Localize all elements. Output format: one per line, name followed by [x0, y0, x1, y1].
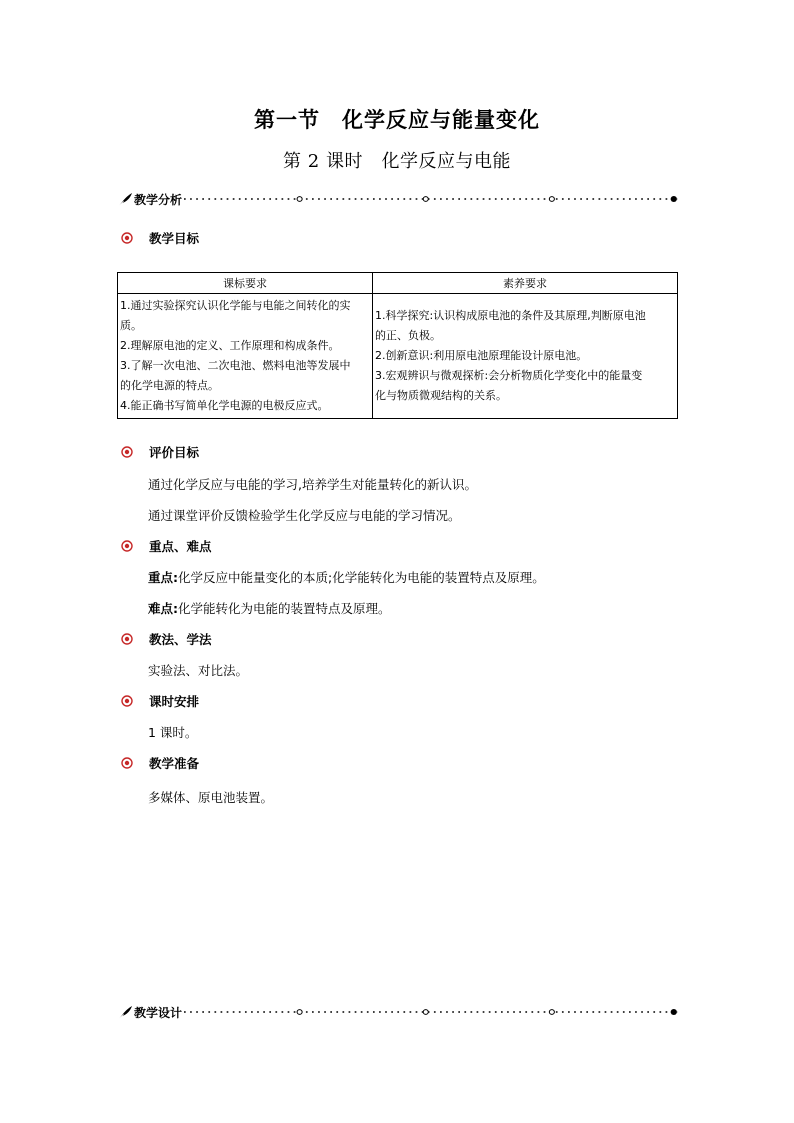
table-header-standard: 课标要求 — [118, 273, 373, 294]
table-header-literacy: 素养要求 — [373, 273, 678, 294]
heading-methods: 教法、学法 — [121, 630, 212, 648]
target-bullet-icon — [121, 446, 133, 458]
target-bullet-icon — [121, 540, 133, 552]
heading-evaluation: 评价目标 — [121, 443, 199, 461]
methods-text: 实验法、对比法。 — [148, 663, 249, 678]
preparation-text: 多媒体、原电池装置。 — [148, 790, 274, 805]
page-title: 第一节 化学反应与能量变化 — [254, 107, 540, 132]
section-divider-analysis — [118, 190, 678, 208]
target-bullet-icon — [121, 633, 133, 645]
page-subtitle: 第 2 课时 化学反应与电能 — [283, 151, 511, 172]
dotted-rule — [184, 1007, 678, 1017]
table-cell-literacy: 1.科学探究:认识构成原电池的条件及其原理,判断原电池 的正、负极。 2.创新意识:利用原电池原理能设计原电池。 3.宏观辨识与微观探析:会分析物质化学变化中的能量变 化与物质微观结构的关系。 — [373, 294, 678, 419]
section-divider-design — [118, 1003, 678, 1021]
divider-label: 教学分析 — [134, 192, 183, 207]
schedule-text: 1 课时。 — [148, 725, 198, 740]
dotted-rule — [184, 194, 678, 204]
requirements-table — [117, 272, 678, 419]
divider-label: 教学设计 — [134, 1005, 183, 1020]
evaluation-line-1: 通过化学反应与电能的学习,培养学生对能量转化的新认识。 — [148, 477, 477, 492]
table-row — [118, 294, 678, 419]
heading-objectives: 教学目标 — [121, 229, 199, 247]
key-point-line: 重点:化学反应中能量变化的本质;化学能转化为电能的装置特点及原理。 — [148, 570, 545, 585]
heading-schedule: 课时安排 — [121, 692, 199, 710]
heading-key-points: 重点、难点 — [121, 537, 212, 555]
difficult-point-line: 难点:化学能转化为电能的装置特点及原理。 — [148, 601, 391, 616]
target-bullet-icon — [121, 757, 133, 769]
target-bullet-icon — [121, 695, 133, 707]
quill-icon — [118, 192, 133, 207]
evaluation-line-2: 通过课堂评价反馈检验学生化学反应与电能的学习情况。 — [148, 508, 461, 523]
table-cell-standard: 1.通过实验探究认识化学能与电能之间转化的实 质。 2.理解原电池的定义、工作原理和构成条件。 3.了解一次电池、二次电池、燃料电池等发展中 的化学电源的特点。 4.能正确书写简单化学电源的电极反应式。 — [118, 294, 373, 419]
heading-preparation: 教学准备 — [121, 754, 199, 772]
target-bullet-icon — [121, 232, 133, 244]
quill-icon — [118, 1005, 133, 1020]
